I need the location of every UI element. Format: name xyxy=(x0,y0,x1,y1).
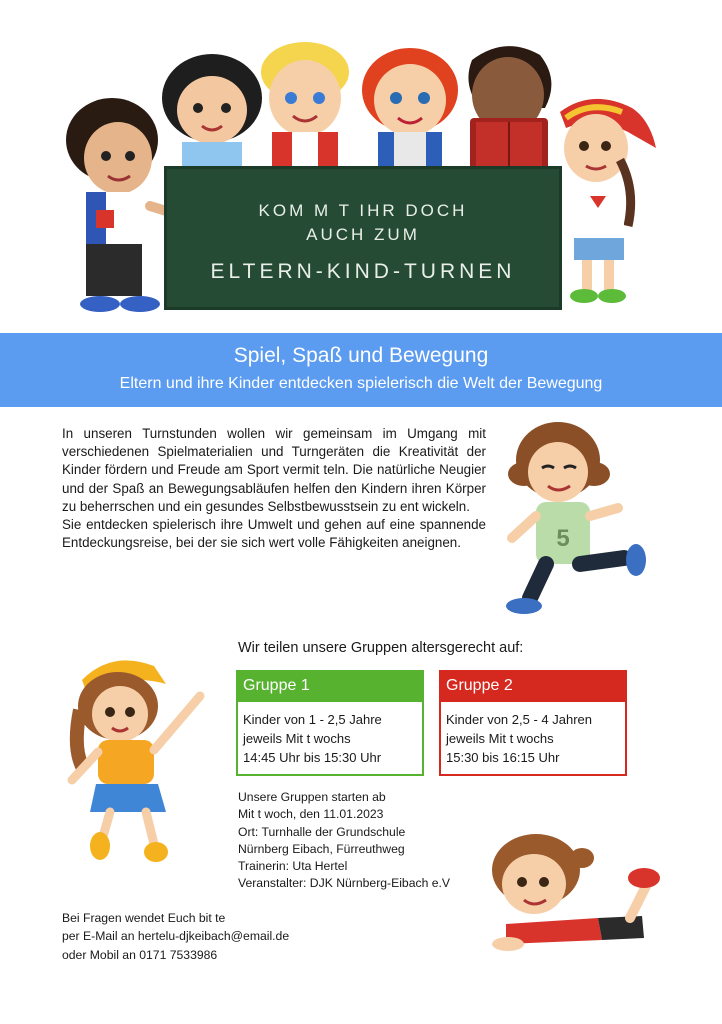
banner-title: Spiel, Spaß und Bewegung xyxy=(233,344,489,367)
kid-with-book xyxy=(468,46,551,176)
banner-subtitle: Eltern und ihre Kinder entdecken spielerisch die Welt der Bewegung xyxy=(119,375,603,392)
group-2-card xyxy=(439,670,627,776)
chalkboard-line-2: AUCH ZUM xyxy=(306,225,420,244)
kid-red-hair xyxy=(362,48,458,168)
group-1-day: jeweils Mit t wochs xyxy=(243,731,351,746)
group-1-details xyxy=(236,702,424,776)
course-details xyxy=(238,789,450,893)
chalkboard-line-1: KOM M T IHR DOCH xyxy=(258,201,468,220)
contact-phone[interactable]: oder Mobil an 0171 7533986 xyxy=(62,947,218,962)
kid-dark-hair xyxy=(162,54,262,170)
kid-right-girl-cap xyxy=(560,99,656,303)
intro-text xyxy=(62,425,486,552)
kid-left-boy xyxy=(66,98,176,312)
running-girl-illustration xyxy=(490,412,670,622)
location-line-1: Ort: Turnhalle der Grundschule xyxy=(238,824,406,839)
group-2-age: Kinder von 2,5 - 4 Jahren xyxy=(446,712,592,727)
contact-email[interactable]: per E-Mail an hertelu-djkeibach@email.de xyxy=(62,929,290,944)
shirt-number: 5 xyxy=(556,525,570,552)
group-2-title: Gruppe 2 xyxy=(439,670,627,702)
contact-line-1: Bei Fragen wendet Euch bit te xyxy=(62,911,226,925)
start-label: Unsere Gruppen starten ab xyxy=(238,790,386,804)
group-2-time: 15:30 bis 16:15 Uhr xyxy=(446,750,560,765)
location-line-2: Nürnberg Eibach, Fürreuthweg xyxy=(238,841,405,856)
intro-paragraph-2: Sie entdecken spielerisch ihre Umwelt und gehen auf eine spannende Entdeckungsreise, bei der sie sich wert volle Fähigkeiten aneignen. xyxy=(62,517,486,551)
trainer: Trainerin: Uta Hertel xyxy=(238,859,348,874)
chalkboard xyxy=(164,166,562,310)
chalkboard-title: ELTERN-KIND-TURNEN xyxy=(210,260,516,283)
group-1-time: 14:45 Uhr bis 15:30 Uhr xyxy=(243,750,382,765)
group-1-age: Kinder von 1 - 2,5 Jahre xyxy=(243,712,382,727)
headline-banner xyxy=(0,333,722,407)
cap-girl-illustration xyxy=(62,640,222,870)
group-2-details xyxy=(439,702,627,776)
groups-heading: Wir teilen unsere Gruppen altersgerecht auf: xyxy=(238,640,524,656)
start-date: Mit t woch, den 11.01.2023 xyxy=(238,807,384,822)
group-1-title: Gruppe 1 xyxy=(236,670,424,702)
contact-info xyxy=(62,909,289,964)
group-2-day: jeweils Mit t wochs xyxy=(446,731,554,746)
kid-blonde xyxy=(261,42,349,168)
lying-girl-illustration xyxy=(478,828,668,958)
intro-paragraph-1: In unseren Turnstunden wollen wir gemeinsam im Umgang mit verschiedenen Spielmaterialien und Turngeräten die Kreativität der Kinder fördern und Freude am Sport vermit teln. Die natürliche Neugier und der Spaß an Bewegungsabläufen helfen den Kindern ihren Körper zu beherrschen und ein gesundes Selbstbewusstsein zu ent wickeln. xyxy=(62,426,486,514)
organizer: Veranstalter: DJK Nürnberg-Eibach e.V xyxy=(238,876,451,891)
group-1-card xyxy=(236,670,424,776)
